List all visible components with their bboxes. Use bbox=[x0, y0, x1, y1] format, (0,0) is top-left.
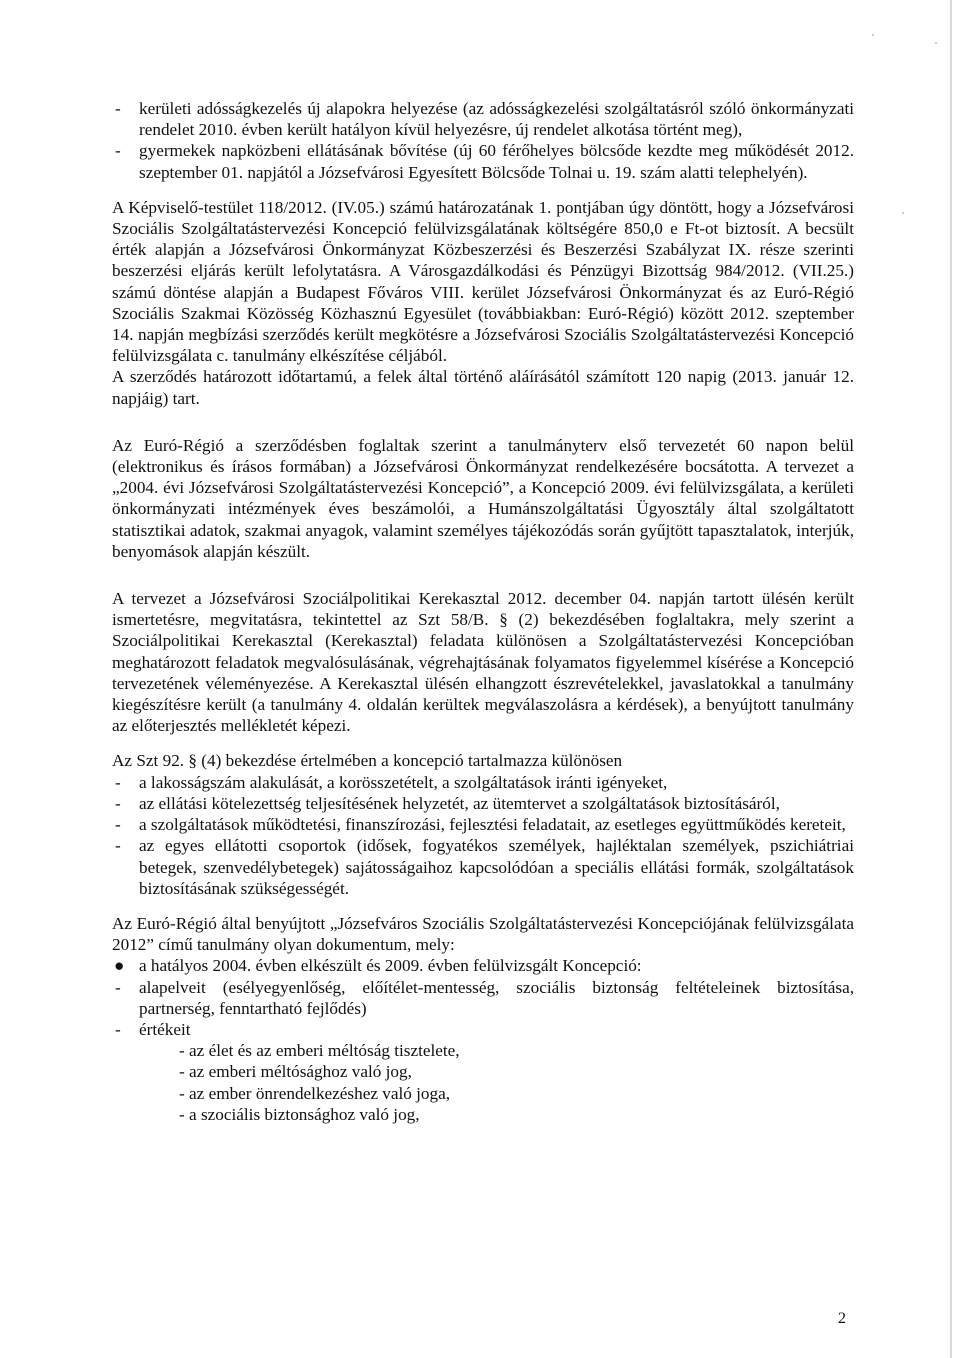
paragraph-szt: Az Szt 92. § (4) bekezdése értelmében a koncepció tartalmazza különösen bbox=[112, 751, 623, 771]
szt-list-item bbox=[112, 793, 854, 814]
dash-marker: - bbox=[115, 772, 121, 792]
concept-list-text: értékeit bbox=[139, 1019, 191, 1039]
bullet-marker: ● bbox=[114, 956, 125, 976]
szt-list-item bbox=[112, 772, 854, 793]
bullet-list-item bbox=[112, 955, 854, 976]
paragraph-contract-term: A szerződés határozott időtartamú, a felek által történő aláírásától számított 120 napig (2013. január 12. napjáig) tart. bbox=[112, 367, 854, 408]
szt-list-text: az egyes ellátotti csoportok (idősek, fogyatékos személyek, hajléktalan személyek, pszichiátriai betegek, szenvedélybetegek) sajátosságaihoz kapcsolódóan a speciális ellátási formák, szolgáltatások biztosításának szükségességét. bbox=[139, 836, 854, 898]
values-list bbox=[112, 1040, 854, 1125]
spacer bbox=[112, 183, 854, 197]
paragraph-resolution: A Képviselő-testület 118/2012. (IV.05.) számú határozatának 1. pontjában úgy döntött, hogy a Józsefvárosi Szociális Szolgáltatástervezési Koncepció felülvizsgálatának költségére 850,0 e Ft-ot biztosít. A becsült érték alapján a Józsefvárosi Önkormányzat Közbeszerzési és Beszerzési Szabályzat IX. része szerinti beszerzési eljárás került lefolytatásra. A Városgazdálkodási és Pénzügyi Bizottság 984/2012. (VII.25.) számú döntése alapján a Budapest Főváros VIII. kerület Józsefvárosi Önkormányzat és az Euró-Régió Szociális Szakmai Közösség Közhasznú Egyesület (továbbiakban: Euró-Régió) között 2012. szeptember 14. napján megbízási szerződés került megkötésre a Józsefvárosi Szociális Szolgáltatástervezési Koncepció felülvizsgálata c. tanulmány elkészítése céljából. bbox=[112, 197, 854, 366]
dash-marker: - bbox=[115, 99, 121, 118]
dash-marker: - bbox=[115, 141, 121, 161]
dash-marker: - bbox=[115, 836, 121, 856]
szt-list-text: a szolgáltatások működtetési, finanszírozási, fejlesztési feladatait, az esetleges együttműködés kereteit, bbox=[139, 815, 846, 835]
document-body bbox=[112, 98, 854, 1125]
scan-edge bbox=[950, 0, 952, 1358]
intro-list-item bbox=[112, 140, 854, 182]
szt-list-text: a lakosságszám alakulását, a korösszetételt, a szolgáltatások iránti igényeket, bbox=[139, 772, 668, 792]
values-list-item: - az ember önrendelkezéshez való joga, bbox=[179, 1083, 451, 1103]
spacer bbox=[112, 562, 854, 588]
values-list-item: - az élet és az emberi méltóság tisztelete, bbox=[179, 1041, 460, 1061]
spacer bbox=[112, 736, 854, 750]
values-list-item: - az emberi méltósághoz való jog, bbox=[179, 1062, 412, 1082]
intro-list-item bbox=[112, 98, 854, 140]
spacer bbox=[112, 409, 854, 435]
page-number: 2 bbox=[838, 1310, 846, 1327]
scan-speck bbox=[902, 212, 904, 214]
szt-list-item bbox=[112, 814, 854, 835]
intro-list-text: kerületi adósságkezelés új alapokra helyezése (az adósságkezelési szolgáltatásról szóló önkormányzati rendelet 2010. évben került hatályon kívül helyezésre, új rendelet alkotása történt meg), bbox=[139, 99, 854, 140]
bullet-list-text: a hatályos 2004. évben elkészült és 2009. évben felülvizsgált Koncepció: bbox=[139, 956, 642, 976]
dash-marker: - bbox=[115, 977, 121, 997]
spacer bbox=[112, 899, 854, 913]
scan-speck bbox=[872, 34, 874, 36]
scan-speck bbox=[935, 42, 937, 44]
paragraph-draft: Az Euró-Régió a szerződésben foglaltak szerint a tanulmányterv első tervezetét 60 napon belül (elektronikus és írásos formában) a Józsefvárosi Önkormányzat rendelkezésére bocsátotta. A tervezet a „2004. évi Józsefvárosi Szolgáltatástervezési Koncepció”, a Koncepció 2009. évi felülvizsgálata, a kerületi önkormányzati intézmények éves beszámolói, a Humánszolgáltatási Ügyosztály által szolgáltatott statisztikai adatok, szakmai anyagok, valamint személyes tájékozódás során gyűjtött tapasztalatok, interjúk, benyomások alapján készült. bbox=[112, 435, 854, 561]
concept-list-item bbox=[112, 977, 854, 1019]
szt-list-item bbox=[112, 835, 854, 899]
paragraph-study: Az Euró-Régió által benyújtott „Józsefváros Szociális Szolgáltatástervezési Koncepciójának felülvizsgálata 2012” című tanulmány olyan dokumentum, mely: bbox=[112, 913, 854, 955]
dash-marker: - bbox=[115, 1019, 121, 1039]
dash-marker: - bbox=[115, 793, 121, 813]
concept-list-text: alapelveit (esélyegyenlőség, előítélet-mentesség, szociális biztonság feltételeinek biztosítása, partnerség, fenntartható fejlődés) bbox=[139, 977, 854, 1018]
values-list-item: - a szociális biztonsághoz való jog, bbox=[179, 1104, 420, 1124]
concept-list-item bbox=[112, 1019, 854, 1040]
dash-marker: - bbox=[115, 815, 121, 835]
intro-list-text: gyermekek napközbeni ellátásának bővítése (új 60 férőhelyes bölcsőde kezdte meg működését 2012. szeptember 01. napjától a Józsefvárosi Egyesített Bölcsőde Tolnai u. 19. szám alatti telephelyén). bbox=[139, 141, 854, 182]
paragraph-roundtable: A tervezet a Józsefvárosi Szociálpolitikai Kerekasztal 2012. december 04. napján tartott ülésén került ismertetésre, megvitatásra, tekintettel az Szt 58/B. § (2) bekezdésében foglaltakra, mely szerint a Szociálpolitikai Kerekasztal (Kerekasztal) feladata különösen a Szolgáltatástervezési Koncepcióban meghatározott feladatok megvalósulásának, végrehajtásának folyamatos figyelemmel kísérése a Koncepció tervezetének véleményezése. A Kerekasztal ülésén elhangzott észrevételekkel, javaslatokkal a tanulmány kiegészítésre került (a tanulmány 4. oldalán kerültek megválaszolásra a kérdések), a benyújtott tanulmány az előterjesztés mellékletét képezi. bbox=[112, 589, 854, 736]
szt-list-text: az ellátási kötelezettség teljesítésének helyzetét, az ütemtervet a szolgáltatások biztosításáról, bbox=[139, 793, 780, 813]
